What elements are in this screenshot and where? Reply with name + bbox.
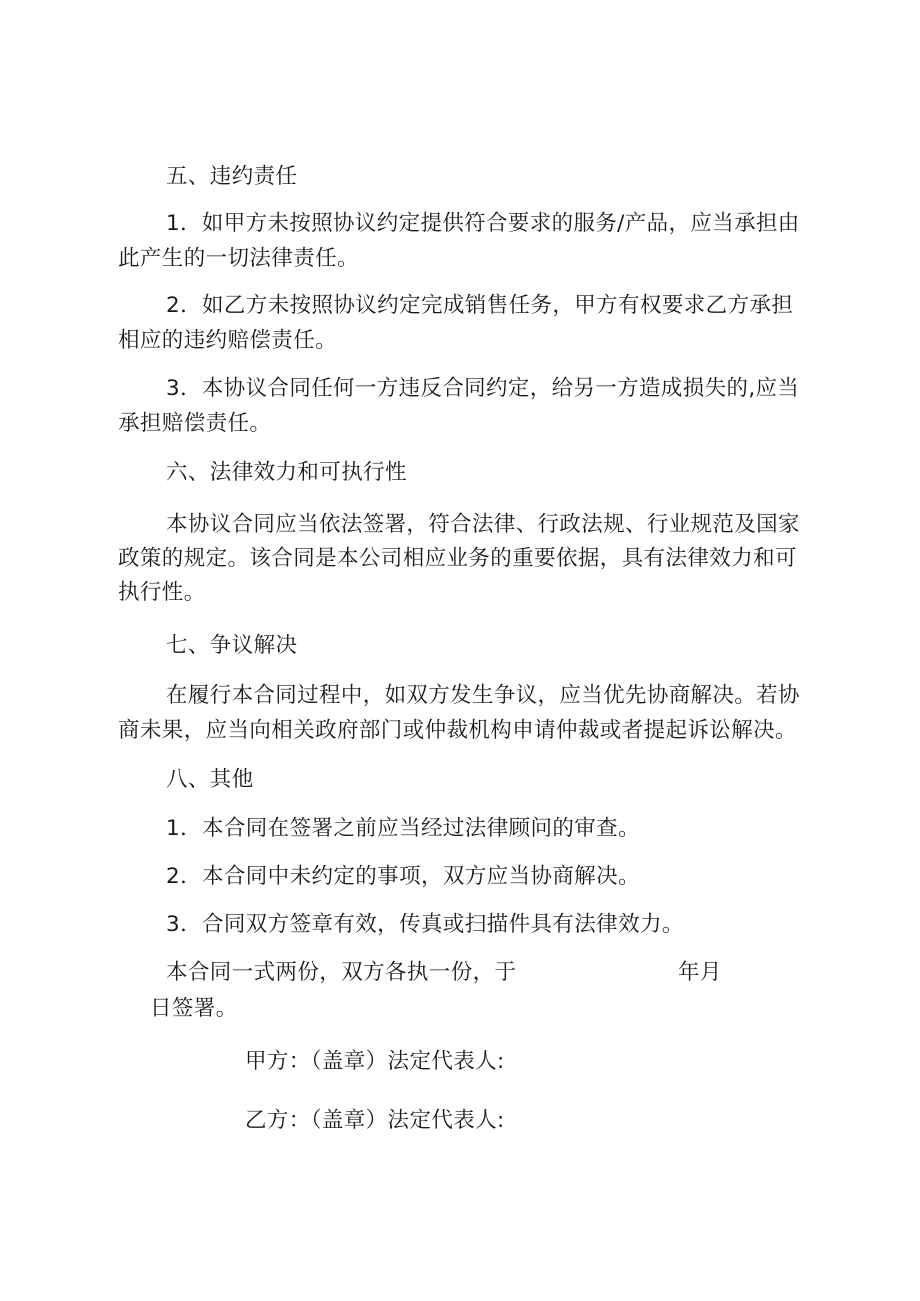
section5-item1-line2: 此产生的一切法律责任。 [118,246,359,271]
section5-item3-line2: 承担赔偿责任。 [118,411,272,436]
signature-party-b: 乙方：（盖章）法定代表人: [245,1108,505,1133]
section8-item3: 3．合同双方签章有效，传真或扫描件具有法律效力。 [166,912,684,937]
section6-para-line1: 本协议合同应当依法签署，符合法律、行政法规、行业规范及国家 [166,512,800,537]
section5-item2-line1: 2．如乙方未按照协议约定完成销售任务，甲方有权要求乙方承担 [166,293,794,318]
section8-heading: 八、其他 [166,767,254,792]
section6-para-line3: 执行性。 [118,580,206,605]
closing-line1-right: 年月 [678,960,722,985]
section7-para-line1: 在履行本合同过程中，如双方发生争议，应当优先协商解决。若协 [166,683,800,708]
section5-item3-line1: 3．本协议合同任何一方违反合同约定，给另一方造成损失的,应当 [166,376,800,401]
section7-para-line2: 商未果，应当向相关政府部门或仲裁机构申请仲裁或者提起诉讼解决。 [118,718,797,743]
section6-heading: 六、法律效力和可执行性 [166,460,407,485]
section5-heading: 五、违约责任 [166,164,298,189]
closing-line1-left: 本合同一式两份，双方各执一份，于 [166,960,517,985]
section5-item2-line2: 相应的违约赔偿责任。 [118,328,338,353]
section8-item2: 2．本合同中未约定的事项，双方应当协商解决。 [166,864,640,889]
signature-party-a: 甲方：（盖章）法定代表人: [245,1049,505,1074]
section7-heading: 七、争议解决 [166,633,298,658]
section8-item1: 1．本合同在签署之前应当经过法律顾问的审查。 [166,816,640,841]
section5-item1-line1: 1．如甲方未按照协议约定提供符合要求的服务/产品，应当承担由 [166,211,800,236]
section6-para-line2: 政策的规定。该合同是本公司相应业务的重要依据，具有法律效力和可 [118,546,797,571]
closing-line2: 日签署。 [150,996,238,1021]
